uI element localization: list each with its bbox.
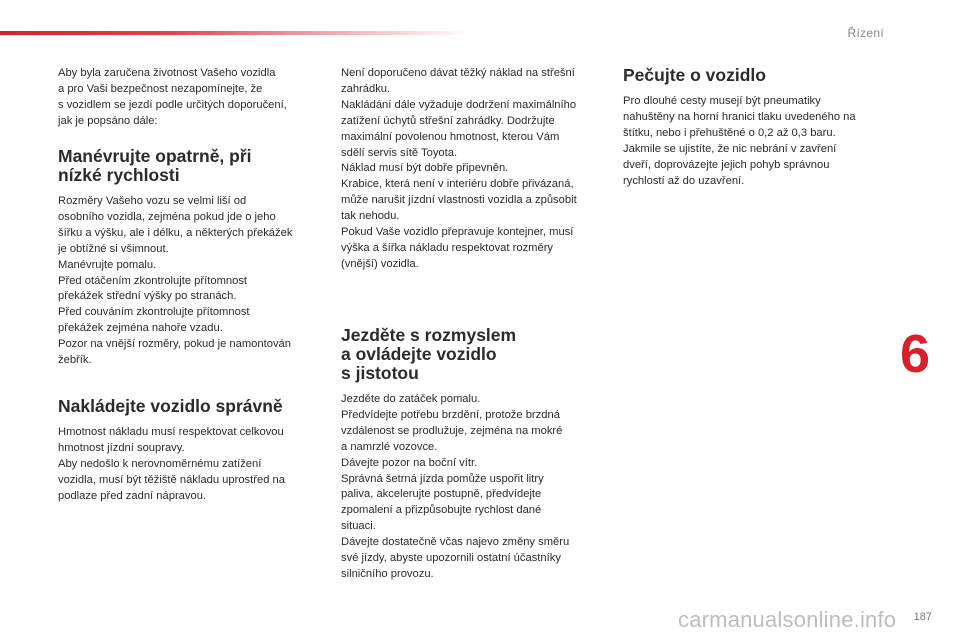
section-heading-care: Pečujte o vozidlo: [623, 65, 766, 85]
section-text-maneuver: Rozměry Vašeho vozu se velmi liší od osobního vozidla, zejména pokud jde o jeho šířku a výšku, ale i délku, a některých překážek je obtížné si všimnout. Manévrujte pomalu. Před otáčením zkontrolujte přítomnost překážek střední výšky po stranách. Před couváním zkontrolujte přítomnost překážek zejména nahoře vzadu. Pozor na vnější rozměry, pokud je namontován žebřík.: [58, 195, 293, 367]
section-loading: [58, 397, 324, 505]
chapter-title: Řízení: [847, 26, 884, 40]
roof-load-paragraph: Není doporučeno dávat těžký náklad na střešní zahrádku. Nakládání dále vyžaduje dodržení maximálního zatížení úchytů střešní zahrádky. Dodržujte maximální povolenou hmotnost, kterou Vám sdělí servis sítě Toyota. Náklad musí být dobře připevněn. Krabice, která není v interiéru dobře přivázaná, může narušit jízdní vlastnosti vozidla a způsobit tak nehodu. Pokud Vaše vozidlo přepravuje kontejner, musí výška a šířka nákladu respektovat rozměry (vnější) vozidla.: [341, 67, 577, 270]
section-maneuver: [58, 147, 324, 369]
column-1: [58, 66, 324, 502]
column-2: [341, 66, 607, 580]
section-heading-maneuver: Manévrujte opatrně, při nízké rychlosti: [58, 146, 252, 185]
watermark: carmanualsonline.info: [678, 607, 897, 632]
page-number: 187: [913, 611, 932, 623]
header-accent-bar: [0, 31, 470, 35]
intro-paragraph: Aby byla zaručena životnost Vašeho vozidla a pro Vaši bezpečnost nezapomínejte, že s vozidlem se jezdí podle určitých doporučení, jak je popsáno dále:: [58, 67, 287, 127]
section-text-driving: Jezděte do zatáček pomalu. Předvídejte potřebu brzdění, protože brzdná vzdálenost se prodlužuje, zejména na mokré a namrzlé vozovce. Dávejte pozor na boční vítr. Správná šetrná jízda pomůže uspořit litry paliva, akcelerujte postupně, předvídejte zpomalení a přizpůsobujte rychlost dané situaci. Dávejte dostatečně včas najevo změny směru své jízdy, abyste upozornili ostatní účastníky silničního provozu.: [341, 393, 570, 580]
section-text-care: Pro dlouhé cesty musejí být pneumatiky nahuštěny na horní hranici tlaku uvedeného na štítku, nebo i přehuštěné o 0,2 až 0,3 baru. Jakmile se ujistíte, že nic nebrání v zavření dveří, doprovázejte jejich pohyb správnou rychlostí až do uzavření.: [623, 95, 856, 187]
section-driving: [341, 326, 607, 583]
section-text-loading: Hmotnost nákladu musí respektovat celkovou hmotnost jízdní soupravy. Aby nedošlo k nerovnoměrnému zatížení vozidla, musí být těžiště nákladu uprostřed na podlaze před zadní nápravou.: [58, 426, 285, 502]
column-3: [623, 66, 889, 189]
chapter-number-tab: 6: [900, 324, 931, 384]
section-heading-driving: Jezděte s rozmyslem a ovládejte vozidlo s jistotou: [341, 325, 517, 383]
section-heading-loading: Nakládejte vozidlo správně: [58, 396, 283, 416]
